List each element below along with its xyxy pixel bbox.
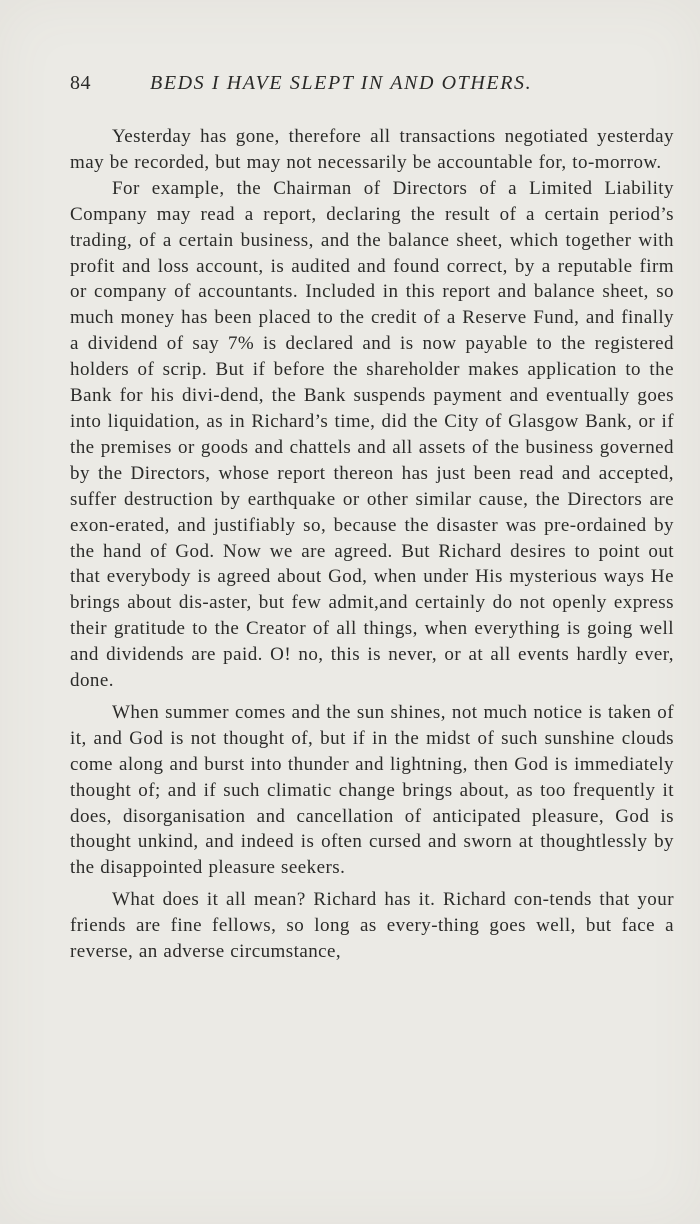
body-text	[70, 124, 674, 965]
paragraph-4: What does it all mean? Richard has it. Richard con-tends that your friends are fine fellows, so long as every-thing goes well, but face a reverse, an adverse circumstance,	[70, 889, 674, 963]
paragraph-3: When summer comes and the sun shines, not much notice is taken of it, and God is not thought of, but if in the midst of such sunshine clouds come along and burst into thunder and lightning, then God is immediately thought of; and if such climatic change brings about, as too frequently it does, disorganisation and cancellation of anticipated pleasure, God is thought unkind, and indeed is often cursed and sworn at thoughtlessly by the disappointed pleasure seekers.	[70, 701, 674, 879]
paragraph-2: For example, the Chairman of Directors of a Limited Liability Company may read a report, declaring the result of a certain period’s trading, of a certain business, and the balance sheet, which together with profit and loss account, is audited and found correct, by a reputable firm or company of accountants. Included in this report and balance sheet, so much money has been placed to the credit of a Reserve Fund, and finally a dividend of say 7% is declared and is now payable to the registered holders of scrip. But if before the shareholder makes application to the Bank for his divi-dend, the Bank suspends payment and eventually goes into liquidation, as in Richard’s time, did the City of Glasgow Bank, or if the premises or goods and chattels and all assets of the business governed by the Directors, whose report thereon has just been read and accepted, suffer destruction by earthquake or other similar cause, the Directors are exon-erated, and justifiably so, because the disaster was pre-ordained by the hand of God. Now we are agreed. But Richard desires to point out that everybody is agreed about God, when under His mysterious ways He brings about dis-aster, but few admit,and certainly do not openly express their gratitude to the Creator of all things, when everything is going well and dividends are paid. O! no, this is never, or at all events hardly ever, done.	[70, 177, 674, 692]
page-number: 84	[70, 72, 91, 94]
paragraph-1: Yesterday has gone, therefore all transactions negotiated yesterday may be recorded, but may not necessarily be accountable for, to-morrow.	[70, 126, 674, 173]
page-header	[70, 72, 600, 100]
running-title: BEDS I HAVE SLEPT IN AND OTHERS.	[150, 72, 533, 94]
